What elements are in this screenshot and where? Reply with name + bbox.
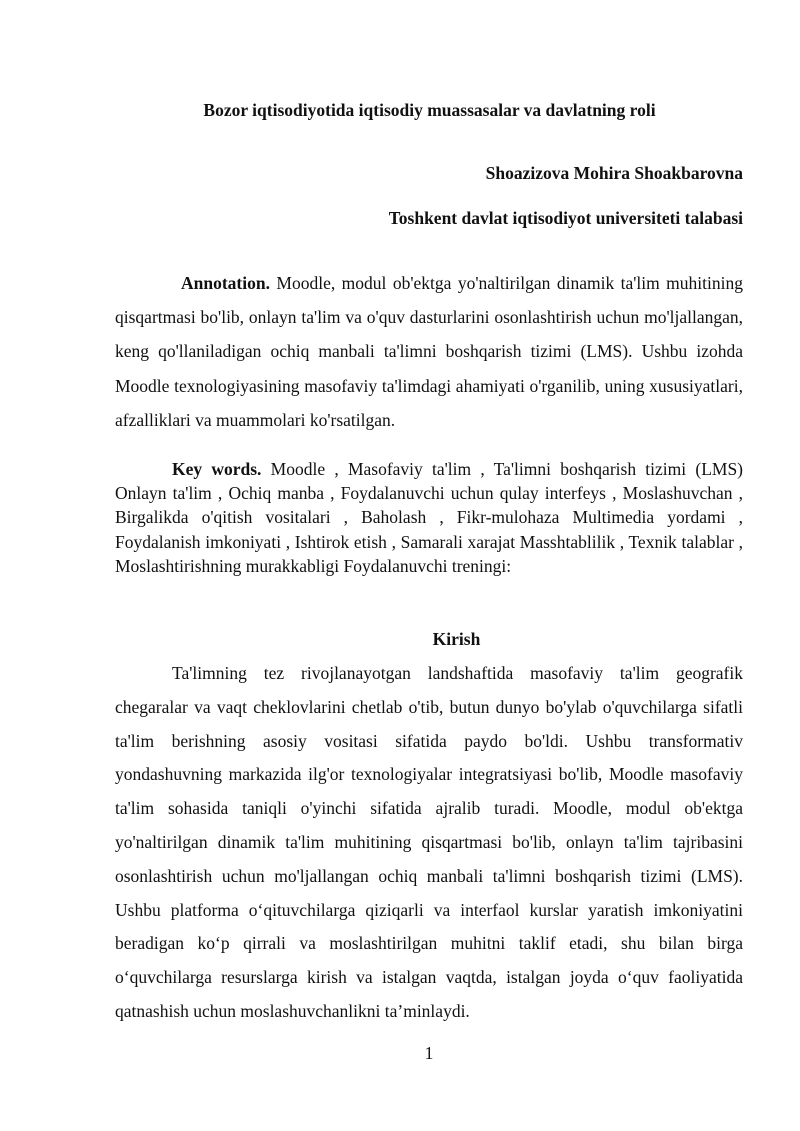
annotation-text: Moodle, modul ob'ektga yo'naltirilgan dinamik ta'lim muhitining qisqartmasi bo'lib, onlayn ta'lim va o'quv dasturlarini osonlashtirish uchun mo'ljallangan, keng qo'llaniladigan ochiq manbali ta'limni boshqarish tizimi (LMS). Ushbu izohda Moodle texnologiyasining masofaviy ta'limdagi ahamiyati o'rganilib, uning xususiyatlari, afzalliklari va muammolari ko'rsatilgan.	[115, 273, 743, 430]
keywords-label: Key words.	[172, 459, 262, 479]
author-affiliation: Toshkent davlat iqtisodiyot universiteti talabasi	[388, 208, 743, 228]
paper-title: Bozor iqtisodiyotida iqtisodiy muassasalar va davlatning roli	[203, 100, 656, 120]
page-number: 1	[424, 1043, 434, 1063]
annotation-paragraph	[115, 266, 743, 437]
annotation-label: Annotation.	[181, 273, 270, 293]
keywords-paragraph	[115, 457, 743, 578]
keywords-text: Moodle , Masofaviy ta'lim , Ta'limni boshqarish tizimi (LMS) Onlayn ta'lim , Ochiq manba , Foydalanuvchi uchun qulay interfeys , Moslashuvchan , Birgalikda o'qitish vositalari , Baholash , Fikr-mulohaza Multimedia yordami , Foydalanish imkoniyati , Ishtirok etish , Samarali xarajat Masshtablilik , Texnik talablar , Moslashtirishning murakkabligi Foydalanuvchi treningi:	[115, 459, 744, 576]
author-name: Shoazizova Mohira Shoakbarovna	[485, 163, 743, 183]
section-heading-kirish: Kirish	[432, 629, 481, 649]
intro-paragraph: Ta'limning tez rivojlanayotgan landshaftida masofaviy ta'lim geografik chegaralar va vaqt cheklovlarini chetlab o'tib, butun dunyo bo'ylab o'quvchilarga sifatli ta'lim berishning asosiy vositasi sifatida paydo bo'ldi. Ushbu transformativ yondashuvning markazida ilg'or texnologiyalar integratsiyasi bo'lib, Moodle masofaviy ta'lim sohasida taniqli o'yinchi sifatida ajralib turadi. Moodle, modul ob'ektga yo'naltirilgan dinamik ta'lim muhitining qisqartmasi bo'lib, onlayn ta'lim tajribasini osonlashtirish uchun mo'ljallangan ochiq manbali ta'limni boshqarish tizimi (LMS). Ushbu platforma o‘qituvchilarga qiziqarli va interfaol kurslar yaratish imkoniyatini beradigan ko‘p qirrali va moslashtirilgan muhitni taklif etadi, shu bilan birga o‘quvchilarga resurslarga kirish va istalgan vaqtda, istalgan joyda o‘quv faoliyatida qatnashish uchun moslashuvchanlikni ta’minlaydi.	[115, 663, 743, 1021]
